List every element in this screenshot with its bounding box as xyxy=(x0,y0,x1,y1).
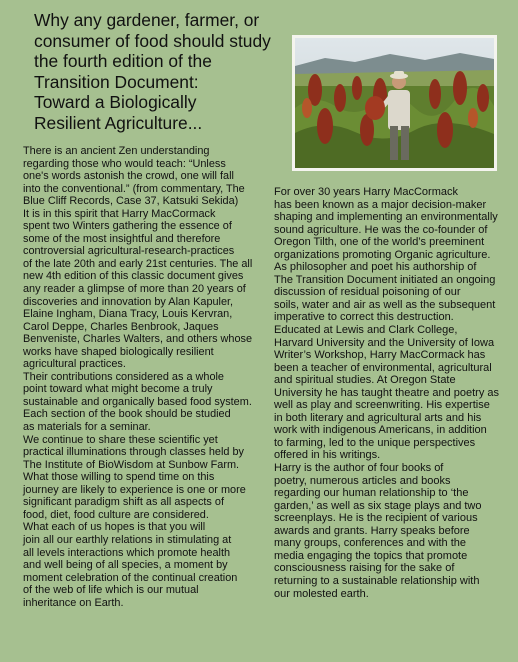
intro-line: controversial agricultural-research-practices xyxy=(23,245,235,258)
intro-line: significant paradigm shift as all aspects of xyxy=(23,496,224,509)
bio-line: Educated at Lewis and Clark College, xyxy=(274,324,458,337)
headline-line: Why any gardener, farmer, or xyxy=(34,10,260,30)
bio-line: offered in his writings. xyxy=(274,449,381,462)
intro-line: practical illuminations through classes held by xyxy=(23,446,244,459)
bio-line: organizations promoting Organic agriculture. xyxy=(274,248,491,261)
intro-line: of the web of life which is our mutual xyxy=(23,584,199,597)
intro-line: Carol Deppe, Charles Benbrook, Jaques xyxy=(23,320,219,333)
bio-line: been a teacher of environmental, agricultural xyxy=(274,361,492,374)
intro-line: What each of us hopes is that you will xyxy=(23,521,206,534)
headline-line: the fourth edition of the xyxy=(34,51,212,71)
bio-line: has been known as a major decision-maker xyxy=(274,198,487,211)
bio-line: discussion of residual poisoning of our xyxy=(274,286,461,299)
intro-line: inheritance on Earth. xyxy=(23,596,124,609)
intro-line: There is an ancient Zen understanding xyxy=(23,145,210,157)
bio-line: returning to a sustainable relationship with xyxy=(274,574,480,587)
intro-line: Benveniste, Charles Walters, and others whose xyxy=(23,333,253,346)
intro-line: Each section of the book should be studied xyxy=(23,408,231,421)
intro-line: new 4th edition of this classic document gives xyxy=(23,270,244,283)
intro-line: join all our earthly relations in stimulating at xyxy=(23,533,232,546)
intro-line: What those willing to spend time on this xyxy=(23,471,215,484)
intro-line: regarding those who would teach: “Unless xyxy=(23,157,226,170)
intro-line: into the conventional.” (from commentary, The xyxy=(23,182,245,195)
intro-line: The Institute of BioWisdom at Sunbow Farm. xyxy=(23,458,240,471)
intro-line: as materials for a seminar. xyxy=(23,421,151,434)
intro-line: journey are likely to experience is one or more xyxy=(23,483,246,496)
bio-line: imperative to correct this destruction. xyxy=(274,311,454,324)
author-bio-column xyxy=(274,186,518,600)
bio-line: in both literary and agricultural arts and his xyxy=(274,411,482,424)
bio-line: to farming, led to the unique perspectives xyxy=(274,436,476,449)
headline xyxy=(34,10,284,133)
bio-line: consciousness raising for the sake of xyxy=(274,562,455,575)
bio-line: Harvard University and the University of Iowa xyxy=(274,336,495,349)
farmer-in-field-image xyxy=(295,38,494,168)
bio-line: media engaging the topics that promote xyxy=(274,549,468,562)
farmer-photo xyxy=(292,35,497,171)
bio-line: As philosopher and poet his authorship of xyxy=(274,261,477,274)
intro-line: It is in this spirit that Harry MacCormack xyxy=(23,207,216,220)
headline-line: Resilient Agriculture... xyxy=(34,112,203,133)
headline-line: Transition Document: xyxy=(34,71,199,92)
intro-line: sustainable and organically based food system. xyxy=(23,395,252,408)
bio-line: garden,’ as well as six stage plays and two xyxy=(274,499,482,512)
bio-line: shaping and implementing an environmentally xyxy=(274,211,498,224)
headline-line: consumer of food should study xyxy=(34,30,271,51)
bio-line: University he has taught theatre and poetry as xyxy=(274,386,500,399)
intro-line: Blue Cliff Records, Case 37, Katsuki Sekida) xyxy=(23,195,239,208)
intro-line: We continue to share these scientific yet xyxy=(23,433,218,446)
intro-line: some of the most insightful and therefore xyxy=(23,232,221,245)
bio-line: and spiritual studies. At Oregon State xyxy=(274,374,456,387)
bio-line: sound agriculture. He was the co-founder of xyxy=(274,223,488,236)
intro-line: one's words astonish the crowd, one will fall xyxy=(23,170,234,183)
intro-line: discoveries and innovation by Alan Kapuler, xyxy=(23,295,234,308)
bio-line: well as play and screenwriting. His expertise xyxy=(274,399,490,412)
bio-line: For over 30 years Harry MacCormack xyxy=(274,186,458,198)
intro-line: any reader a glimpse of more than 20 years of xyxy=(23,283,246,296)
intro-line: spent two Winters gathering the essence of xyxy=(23,220,232,233)
bio-line: soils, water and air as well as the subsequent xyxy=(274,298,496,311)
bio-line: work with indigenous Americans, in addition xyxy=(274,424,487,437)
bio-line: Oregon Tilth, one of the world’s preeminent xyxy=(274,236,485,249)
intro-line: Their contributions considered as a whole xyxy=(23,370,224,383)
bio-line: screenplays. He is the recipient of various xyxy=(274,512,478,525)
bio-line: poetry, numerous articles and books xyxy=(274,474,451,487)
intro-line: all levels interactions which promote health xyxy=(23,546,231,559)
intro-line: food, diet, food culture are considered. xyxy=(23,508,209,521)
bio-line: Writer’s Workshop, Harry MacCormack has xyxy=(274,349,486,362)
bio-line: many groups, conferences and with the xyxy=(274,537,467,550)
intro-line: of the late 20th and early 21st centuries. The all xyxy=(23,257,253,270)
bio-line: Harry is the author of four books of xyxy=(274,462,444,475)
intro-line: and well being of all species, a moment by xyxy=(23,559,228,572)
headline-line: Toward a Biologically xyxy=(34,92,197,112)
intro-line: agricultural practices. xyxy=(23,358,126,371)
bio-line: awards and grants. Harry speaks before xyxy=(274,524,470,537)
intro-line: moment celebration of the continual creation xyxy=(23,571,238,584)
intro-column xyxy=(23,145,298,609)
bio-line: our molested earth. xyxy=(274,587,369,600)
intro-line: works have shaped biologically resilient xyxy=(23,345,214,358)
intro-line: Elaine Ingham, Diana Tracy, Louis Kervran, xyxy=(23,308,233,321)
bio-line: The Transition Document initiated an ongoing xyxy=(274,273,496,286)
bio-line: regarding our human relationship to ‘the xyxy=(274,487,469,500)
intro-line: point toward what might become a truly xyxy=(23,383,213,396)
